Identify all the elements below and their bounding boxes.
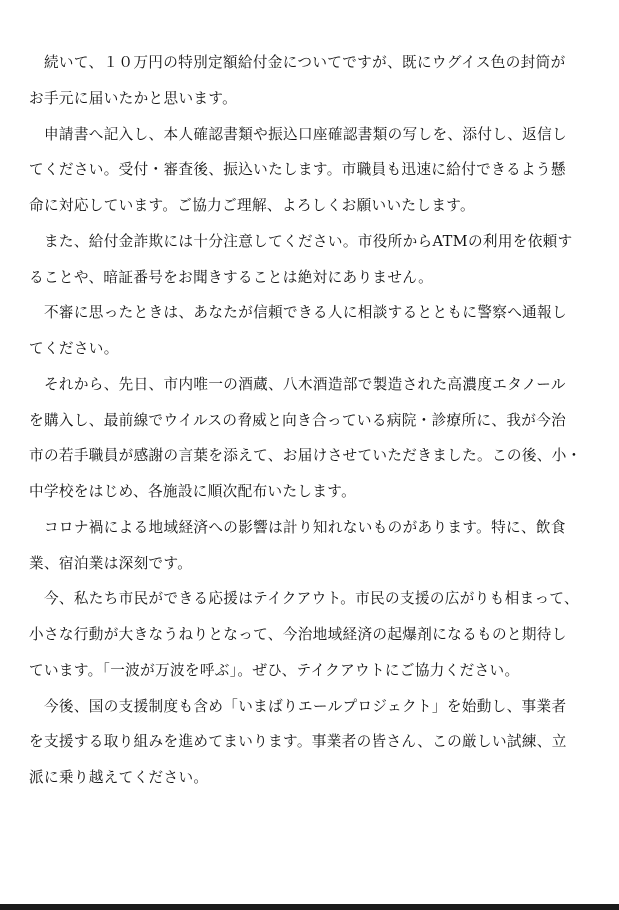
text-line: 中学校をはじめ、各施設に順次配布いたします。: [29, 483, 357, 500]
paragraph-1: [29, 53, 564, 125]
text-line: ることや、暗証番号をお聞きすることは絶対にありません。: [29, 268, 434, 286]
text-line: 申請書へ記入し、本人確認書類や振込口座確認書類の写しを、添付し、返信し: [29, 125, 567, 143]
text-line: を支援する取り組みを進めてまいります。事業者の皆さん、この厳しい試練、立: [29, 733, 567, 751]
paragraph-4: [29, 303, 567, 375]
paragraph-8: [29, 697, 567, 804]
text-line: それから、先日、市内唯一の酒蔵、八木酒造部で製造された高濃度エタノール: [29, 375, 566, 393]
text-line: を購入し、最前線でウイルスの脅威と向き合っている病院・診療所に、我が今治: [29, 411, 567, 429]
text-line: また、給付金詐欺には十分注意してください。市役所からATMの利用を依頼す: [29, 232, 573, 250]
text-line: 派に乗り越えてください。: [29, 769, 209, 786]
text-line: 今、私たち市民ができる応援はテイクアウト。市民の支援の広がりも相まって、: [29, 590, 580, 608]
text-line: てください。: [29, 340, 119, 357]
text-line: 続いて、１０万円の特別定額給付金についてですが、既にウグイス色の封筒が: [29, 54, 566, 71]
text-line: ています。「一波が万波を呼ぶ」。ぜひ、テイクアウトにご協力ください。: [29, 661, 520, 679]
paragraph-7: [29, 589, 580, 696]
document-body: [29, 53, 582, 804]
text-line: 命に対応しています。ご協力ご理解、よろしくお願いいたします。: [29, 197, 475, 214]
paragraph-5: [29, 375, 582, 518]
text-line: 業、宿泊業は深刻です。: [29, 554, 193, 572]
text-line: てください。受付・審査後、振込いたします。市職員も迅速に給付できるよう懸: [29, 161, 566, 179]
text-line: コロナ禍による地域経済への影響は計り知れないものがあります。特に、飲食: [29, 518, 566, 536]
bottom-border: [0, 904, 619, 910]
paragraph-2: [29, 125, 567, 232]
text-line: 小さな行動が大きなうねりとなって、今治地域経済の起爆剤になるものと期待し: [29, 626, 567, 643]
text-line: 今後、国の支援制度も含め「いまばりエールプロジェクト」を始動し、事業者: [29, 697, 567, 715]
text-line: 不審に思ったときは、あなたが信頼できる人に相談するとともに警察へ通報し: [29, 304, 567, 322]
text-line: お手元に届いたかと思います。: [29, 89, 238, 107]
text-line: 市の若手職員が感謝の言葉を添えて、お届けさせていただきました。この後、小・: [29, 447, 582, 465]
paragraph-3: [29, 232, 573, 304]
paragraph-6: [29, 518, 564, 590]
